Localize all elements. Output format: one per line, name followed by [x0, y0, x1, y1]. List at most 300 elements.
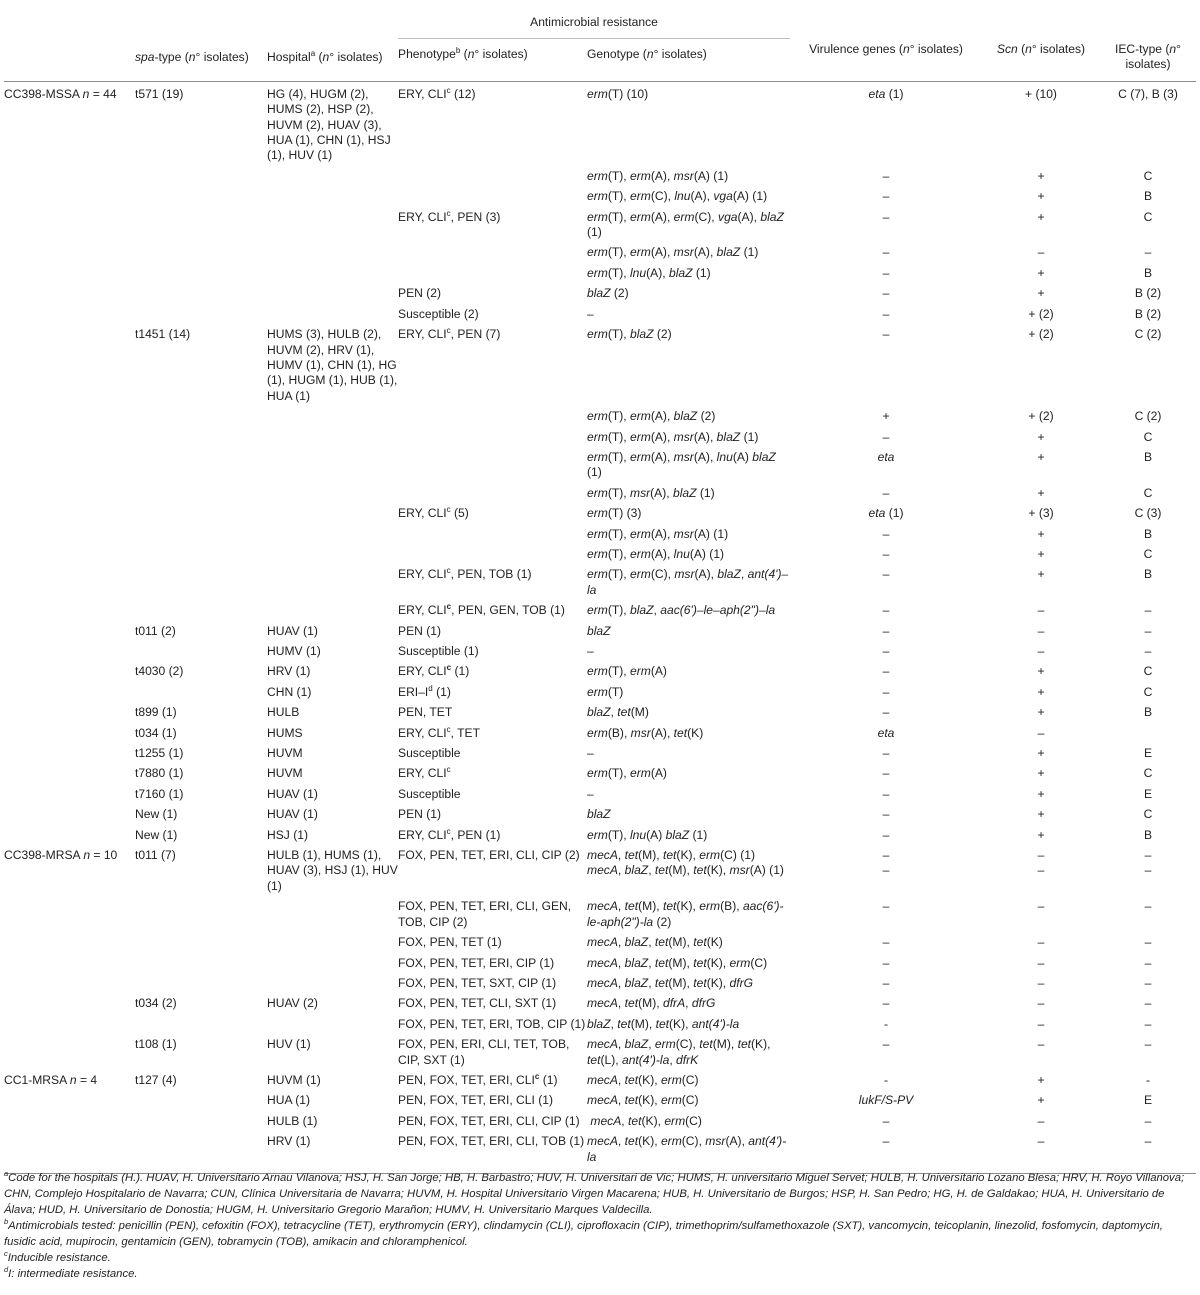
iec-cell: B	[1143, 526, 1153, 541]
scn-cell: +	[1037, 168, 1045, 183]
cc-cell	[4, 448, 135, 484]
scn-cell: +	[1037, 746, 1045, 761]
cc-cell	[4, 1015, 135, 1035]
phenotype-cell: ERY, CLI$^c$ (5)	[398, 505, 469, 521]
phenotype-cell: ERY, CLI$^c$, PEN, TOB (1)	[398, 566, 532, 582]
phenotype-cell	[398, 407, 587, 427]
iec-cell: C (3)	[1134, 506, 1162, 521]
scn-cell: –	[1037, 623, 1045, 638]
spa-type-cell: t4030 (2)	[135, 664, 184, 679]
spa-type-cell	[135, 284, 267, 304]
virulence-cell: –	[882, 899, 890, 914]
phenotype-cell	[398, 484, 587, 504]
hospital-cell: HG (4), HUGM (2), HUMS (2), HSP (2), HUVM (2), HUAV (3), HUA (1), CHN (1), HSJ (1), HUV (1)	[267, 86, 391, 163]
phenotype-cell	[398, 167, 587, 187]
genotype-cell: blaZ	[587, 807, 611, 822]
phenotype-cell: ERY, CLI$^c$ (12)	[398, 85, 476, 101]
header-antimicrobial-resistance: Antimicrobial resistance	[398, 8, 790, 39]
spa-type-cell: New (1)	[135, 827, 178, 842]
hospital-cell: HRV (1)	[267, 1132, 398, 1173]
header-hospital: Hospital$^a$ (n° isolates)	[267, 8, 398, 81]
scn-cell: +	[1037, 209, 1045, 224]
virulence-cell: –	[882, 189, 890, 204]
virulence-cell: –	[882, 546, 890, 561]
phenotype-cell: FOX, PEN, TET, ERI, CLI, CIP (2)	[398, 848, 580, 863]
virulence-cell: –	[882, 786, 890, 801]
genotype-cell: erm(T), erm(A), msr(A), lnu(A) blaZ (1)	[587, 449, 776, 480]
spa-type-cell: t1451 (14)	[135, 327, 191, 342]
table-row	[4, 897, 1196, 933]
cc-cell	[4, 785, 135, 805]
hospital-cell: HUAV (1)	[267, 786, 318, 801]
virulence-cell: –	[882, 327, 890, 342]
virulence-cell: –	[882, 245, 890, 260]
footnote: $^b$Antimicrobials tested: penicillin (PEN), cefoxitin (FOX), tetracycline (TET), erythromycin (ERY), clindamycin (CLI), ciprofloxacin (CIP), trimethoprim/sulfamethoxazole (SXT), vancomycin, teicoplanin, linezolid, fosfomycin, daptomycin, fusidic acid, mupirocin, gentamicin (GEN), tobramycin (TOB), amikacin and chloramphenicol.	[4, 1217, 1163, 1248]
iec-cell: B	[1143, 827, 1153, 842]
hospital-cell: HUMV (1)	[267, 644, 321, 658]
scn-cell: + (2)	[1028, 327, 1054, 342]
phenotype-cell: ERY, CLI$^c$, PEN (3)	[398, 208, 501, 224]
phenotype-cell	[398, 448, 587, 484]
cc-cell	[4, 954, 135, 974]
cc-cell	[4, 683, 135, 703]
table-row	[4, 1035, 1196, 1071]
hospital-cell	[267, 448, 398, 484]
scn-cell: +	[1037, 526, 1045, 541]
spa-type-cell	[135, 428, 267, 448]
table-row	[4, 933, 1196, 953]
scn-cell: –	[1037, 725, 1045, 740]
spa-type-cell	[135, 565, 267, 601]
phenotype-cell: ERY, CLI$^c$, PEN (1)	[398, 826, 501, 842]
virulence-cell: eta	[877, 449, 895, 464]
table-body	[4, 81, 1196, 1173]
cc-cell	[4, 167, 135, 187]
table-row	[4, 545, 1196, 565]
hospital-cell	[267, 264, 398, 284]
spa-type-cell: t127 (4)	[135, 1072, 177, 1087]
spa-type-cell	[135, 545, 267, 565]
phenotype-cell: Susceptible	[398, 746, 461, 761]
hospital-cell	[267, 601, 398, 621]
spa-type-cell: t034 (2)	[135, 996, 177, 1011]
table-row	[4, 448, 1196, 484]
iec-cell: C	[1143, 485, 1153, 500]
spa-type-cell	[135, 167, 267, 187]
phenotype-cell	[398, 243, 587, 263]
scn-cell: + (2)	[1028, 306, 1054, 321]
iec-cell: –	[1144, 975, 1152, 990]
genotype-cell: mecA, blaZ, tet(M), tet(K), dfrG	[587, 975, 754, 990]
virulence-cell: –	[882, 644, 890, 658]
cc-cell	[4, 724, 135, 744]
iec-cell: C	[1143, 168, 1153, 183]
spa-type-cell	[135, 264, 267, 284]
genotype-cell: mecA, tet(K), erm(C), msr(A), ant(4')-la	[587, 1132, 790, 1173]
phenotype-cell	[398, 545, 587, 565]
hospital-cell	[267, 407, 398, 427]
spa-type-cell	[135, 933, 267, 953]
table-row	[4, 208, 1196, 244]
virulence-cell: –	[882, 623, 890, 638]
genotype-cell: erm(T)	[587, 684, 624, 699]
genotype-cell: mecA, blaZ, erm(C), tet(M), tet(K), tet(L), ant(4')-la, dfrK	[587, 1037, 771, 1067]
hospital-cell	[267, 525, 398, 545]
phenotype-cell: FOX, PEN, TET, ERI, CLI, GEN, TOB, CIP (2)	[398, 899, 572, 929]
phenotype-cell: Susceptible (1)	[398, 644, 479, 658]
hospital-cell: HUMS	[267, 725, 303, 740]
phenotype-cell: FOX, PEN, TET (1)	[398, 935, 502, 950]
scn-cell: +	[1037, 664, 1045, 679]
genotype-cell: –	[587, 644, 594, 658]
virulence-cell: –	[882, 996, 890, 1011]
scn-cell: –	[1037, 603, 1045, 618]
table-row	[4, 167, 1196, 187]
scn-cell: +	[1037, 189, 1045, 204]
hospital-cell	[267, 305, 398, 325]
table-row	[4, 744, 1196, 764]
table-row	[4, 642, 1196, 662]
footnote: $^d$I: intermediate resistance.	[4, 1265, 138, 1280]
table-header	[4, 8, 1196, 81]
genotype-cell: erm(T) (3)	[587, 506, 642, 521]
virulence-cell: –	[882, 209, 890, 224]
spa-type-cell	[135, 305, 267, 325]
cc-cell: CC398-MRSA n = 10	[4, 848, 118, 863]
genotype-cell: erm(T), erm(A)	[587, 664, 667, 679]
table-row	[4, 1071, 1196, 1091]
iec-cell: –	[1144, 955, 1152, 970]
virulence-cell: –	[882, 684, 890, 699]
genotype-cell: mecA, tet(K), erm(C)	[590, 1113, 702, 1128]
phenotype-cell: FOX, PEN, TET, SXT, CIP (1)	[398, 975, 557, 990]
cc-cell: CC1-MRSA n = 4	[4, 1072, 98, 1087]
genotype-cell: mecA, tet(M), tet(K), erm(C) (1) mecA, blaZ, tet(M), tet(K), msr(A) (1)	[587, 848, 784, 878]
phenotype-cell: PEN (1)	[398, 807, 442, 822]
table-row	[4, 243, 1196, 263]
iec-cell: –	[1100, 1132, 1196, 1173]
table-row	[4, 764, 1196, 784]
header-scn: Scn (n° isolates)	[982, 8, 1100, 81]
iec-cell: C	[1143, 546, 1153, 561]
genotype-cell: mecA, tet(K), erm(C)	[587, 1093, 699, 1108]
genotype-cell: erm(T), msr(A), blaZ (1)	[587, 485, 715, 500]
hospital-cell	[267, 545, 398, 565]
iec-cell: E	[1143, 1093, 1153, 1108]
virulence-cell: –	[882, 1113, 890, 1128]
phenotype-cell: FOX, PEN, TET, CLI, SXT (1)	[398, 996, 557, 1011]
hospital-cell	[267, 504, 398, 524]
virulence-cell: –	[882, 567, 890, 582]
hospital-cell	[267, 428, 398, 448]
cc-cell	[4, 243, 135, 263]
spa-type-cell: t011 (7)	[135, 848, 176, 863]
cc-cell	[4, 325, 135, 407]
genotype-cell: erm(T), erm(A), msr(A), blaZ (1)	[587, 429, 759, 444]
iec-cell: B (2)	[1134, 306, 1162, 321]
spa-type-cell	[135, 683, 267, 703]
spa-type-cell	[135, 1112, 267, 1132]
cc-cell	[4, 407, 135, 427]
spa-type-cell	[135, 448, 267, 484]
iec-cell: –	[1144, 1016, 1152, 1031]
virulence-cell: -	[883, 1072, 889, 1087]
phenotype-cell: PEN (2)	[398, 286, 442, 301]
scn-cell: –	[1037, 644, 1045, 658]
scn-cell: +	[1037, 1072, 1045, 1087]
cc-cell	[4, 622, 135, 642]
cc-cell	[4, 1091, 135, 1111]
table-row	[4, 1112, 1196, 1132]
phenotype-cell: PEN, FOX, TET, ERI, CLI, TOB (1)	[398, 1132, 587, 1173]
phenotype-cell: ERY, CLI$^c$, PEN (7)	[398, 326, 501, 342]
hospital-cell	[267, 243, 398, 263]
phenotype-cell: ERI–$I^d$ (1)	[398, 683, 451, 699]
virulence-cell: –	[882, 664, 890, 679]
virulence-cell: –	[882, 603, 890, 618]
phenotype-cell: FOX, PEN, TET, ERI, TOB, CIP (1)	[398, 1016, 586, 1031]
spa-type-cell	[135, 525, 267, 545]
iec-cell: –	[1144, 644, 1152, 658]
virulence-cell: eta	[877, 725, 895, 740]
iec-cell: –	[1144, 1037, 1152, 1052]
virulence-cell: eta (1)	[868, 506, 904, 521]
iec-cell	[1100, 724, 1196, 744]
iec-cell: C (2)	[1134, 327, 1162, 342]
results-table	[4, 8, 1196, 1174]
cc-cell	[4, 764, 135, 784]
table-container	[4, 8, 1196, 1174]
genotype-cell: erm(T), erm(A), msr(A) (1)	[587, 526, 729, 541]
genotype-cell: erm(T) (10)	[587, 86, 649, 101]
scn-cell: –	[1037, 955, 1045, 970]
phenotype-cell	[398, 428, 587, 448]
scn-cell: +	[1037, 807, 1045, 822]
hospital-cell	[267, 954, 398, 974]
scn-cell: +	[1037, 429, 1045, 444]
table-row	[4, 974, 1196, 994]
hospital-cell	[267, 1015, 398, 1035]
genotype-cell: erm(T), erm(A), msr(A) (1)	[587, 168, 729, 183]
iec-cell: C	[1143, 684, 1153, 699]
table-row	[4, 703, 1196, 723]
genotype-cell: blaZ (2)	[587, 286, 629, 301]
cc-cell	[4, 662, 135, 682]
virulence-cell: –	[882, 975, 890, 990]
cc-cell	[4, 1112, 135, 1132]
virulence-cell: –	[882, 935, 890, 950]
cc-cell	[4, 305, 135, 325]
table-row	[4, 622, 1196, 642]
phenotype-cell: PEN, TET	[398, 705, 453, 720]
cc-cell	[4, 545, 135, 565]
header-cc	[4, 8, 135, 81]
spa-type-cell: t571 (19)	[135, 86, 184, 101]
genotype-cell: –	[587, 786, 594, 801]
table-row	[4, 662, 1196, 682]
scn-cell: –	[1037, 1037, 1045, 1052]
table-row	[4, 305, 1196, 325]
cc-cell	[4, 974, 135, 994]
table-row	[4, 826, 1196, 846]
cc-cell	[4, 1132, 135, 1173]
hospital-cell	[267, 187, 398, 207]
footnote: $^c$Inducible resistance.	[4, 1249, 111, 1264]
virulence-cell: –	[882, 746, 890, 761]
genotype-cell: erm(T), erm(C), lnu(A), vga(A) (1)	[587, 189, 768, 204]
cc-cell	[4, 187, 135, 207]
scn-cell: –	[1037, 935, 1045, 950]
cc-cell	[4, 994, 135, 1014]
virulence-cell: –	[882, 286, 890, 301]
virulence-cell: –	[882, 807, 890, 822]
table-row	[4, 565, 1196, 601]
scn-cell: +	[1037, 485, 1045, 500]
cc-cell	[4, 642, 135, 662]
scn-cell: +	[1037, 786, 1045, 801]
genotype-cell: mecA, tet(M), tet(K), erm(B), aac(6')-le-aph(2")-la (2)	[587, 899, 784, 929]
spa-type-cell	[135, 1132, 267, 1173]
cc-cell	[4, 897, 135, 933]
table-row	[4, 601, 1196, 621]
phenotype-cell: FOX, PEN, ERI, CLI, TET, TOB, CIP, SXT (1)	[398, 1037, 570, 1067]
hospital-cell: HRV (1)	[267, 664, 311, 679]
spa-type-cell	[135, 642, 267, 662]
cc-cell	[4, 565, 135, 601]
phenotype-cell: ERY, CLI$^c$	[398, 765, 451, 781]
hospital-cell: HSJ (1)	[267, 827, 308, 842]
genotype-cell: erm(T), blaZ (2)	[587, 327, 672, 342]
phenotype-cell	[398, 525, 587, 545]
scn-cell: +	[1037, 567, 1045, 582]
spa-type-cell: t108 (1)	[135, 1037, 177, 1052]
scn-cell: –	[1037, 1016, 1045, 1031]
iec-cell: –	[1144, 603, 1152, 618]
genotype-cell: erm(T), erm(A), blaZ (2)	[587, 409, 716, 424]
genotype-cell: erm(T), erm(A)	[587, 766, 667, 781]
header-spa-type: spa-type (n° isolates)	[135, 8, 267, 81]
spa-type-cell: t034 (1)	[135, 725, 177, 740]
scn-cell: –	[982, 1132, 1100, 1173]
table-row	[4, 264, 1196, 284]
iec-cell: –	[1144, 245, 1152, 260]
table-row	[4, 325, 1196, 407]
cc-cell	[4, 208, 135, 244]
spa-type-cell: t7880 (1)	[135, 766, 184, 781]
table-row	[4, 525, 1196, 545]
hospital-cell: HUA (1)	[267, 1093, 311, 1108]
iec-cell: – –	[1144, 848, 1152, 878]
virulence-cell: –	[882, 1037, 890, 1052]
table-row	[4, 187, 1196, 207]
iec-cell: B	[1143, 705, 1153, 720]
spa-type-cell	[135, 1091, 267, 1111]
spa-type-cell: t011 (2)	[135, 623, 176, 638]
table-row	[4, 846, 1196, 897]
phenotype-cell	[398, 264, 587, 284]
phenotype-cell: PEN, FOX, TET, ERI, CLI$^c$ (1)	[398, 1071, 558, 1087]
cc-cell	[4, 525, 135, 545]
iec-cell: –	[1144, 899, 1152, 914]
genotype-cell: erm(T), erm(C), msr(A), blaZ, ant(4')–la	[587, 567, 789, 597]
virulence-cell: –	[882, 827, 890, 842]
table-row	[4, 1132, 1196, 1173]
phenotype-cell: ERY, CLI$^c$, TET	[398, 724, 480, 740]
spa-type-cell: t899 (1)	[135, 705, 177, 720]
iec-cell: B (2)	[1134, 286, 1162, 301]
cc-cell	[4, 264, 135, 284]
cc-cell	[4, 1035, 135, 1071]
genotype-cell: –	[587, 746, 594, 761]
hospital-cell	[267, 933, 398, 953]
cc-cell	[4, 703, 135, 723]
table-row	[4, 284, 1196, 304]
scn-cell: –	[1037, 899, 1045, 914]
scn-cell: +	[1037, 265, 1045, 280]
hospital-cell	[267, 484, 398, 504]
spa-type-cell	[135, 243, 267, 263]
virulence-cell: –	[882, 265, 890, 280]
header-genotype: Genotype (n° isolates)	[587, 39, 790, 82]
hospital-cell	[267, 897, 398, 933]
iec-cell: C	[1143, 766, 1153, 781]
hospital-cell: HULB (1), HUMS (1), HUAV (3), HSJ (1), HUV (1)	[267, 848, 398, 893]
scn-cell: +	[1037, 1093, 1045, 1108]
scn-cell: + (10)	[1025, 86, 1057, 101]
iec-cell: B	[1143, 449, 1153, 464]
scn-cell: +	[1037, 705, 1045, 720]
cc-cell	[4, 484, 135, 504]
iec-cell: E	[1143, 746, 1153, 761]
hospital-cell: HUVM	[267, 746, 303, 761]
cc-cell	[4, 744, 135, 764]
spa-type-cell	[135, 1015, 267, 1035]
spa-type-cell	[135, 897, 267, 933]
hospital-cell	[267, 208, 398, 244]
phenotype-cell: Susceptible (2)	[398, 306, 479, 321]
genotype-cell: blaZ	[587, 623, 611, 638]
virulence-cell: eta (1)	[868, 86, 904, 101]
genotype-cell: erm(T), lnu(A), blaZ (1)	[587, 265, 711, 280]
phenotype-cell: PEN (1)	[398, 623, 442, 638]
scn-cell: +	[1037, 546, 1045, 561]
hospital-cell: HULB	[267, 705, 300, 720]
phenotype-cell	[398, 187, 587, 207]
virulence-cell: –	[882, 429, 890, 444]
genotype-cell: blaZ, tet(M), tet(K), ant(4')-la	[587, 1016, 740, 1031]
iec-cell: -	[1145, 1072, 1151, 1087]
scn-cell: –	[1037, 245, 1045, 260]
hospital-cell: HUAV (1)	[267, 807, 318, 822]
header-phenotype: Phenotype$^b$ (n° isolates)	[398, 39, 587, 82]
cc-cell	[4, 933, 135, 953]
virulence-cell: –	[882, 485, 890, 500]
scn-cell: +	[1037, 286, 1045, 301]
spa-type-cell	[135, 484, 267, 504]
hospital-cell	[267, 974, 398, 994]
table-row	[4, 484, 1196, 504]
table-row	[4, 428, 1196, 448]
spa-type-cell	[135, 504, 267, 524]
genotype-cell: mecA, tet(K), erm(C)	[587, 1072, 699, 1087]
table-row	[4, 1091, 1196, 1111]
virulence-cell: –	[882, 766, 890, 781]
genotype-cell: mecA, blaZ, tet(M), tet(K), erm(C)	[587, 955, 768, 970]
iec-cell: –	[1144, 623, 1152, 638]
virulence-cell: –	[790, 1132, 982, 1173]
spa-type-cell: t7160 (1)	[135, 786, 184, 801]
header-virulence-genes: Virulence genes (n° isolates)	[790, 8, 982, 81]
